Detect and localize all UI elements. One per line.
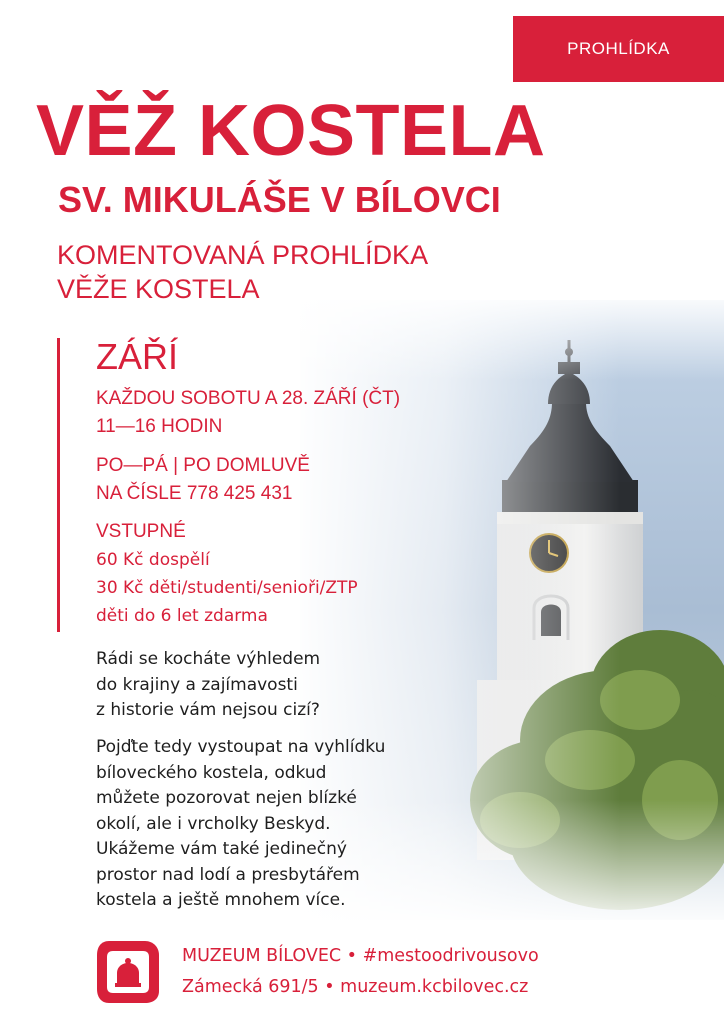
schedule-line: PO—PÁ | PO DOMLUVĚ xyxy=(96,455,310,476)
admission-info xyxy=(96,518,358,630)
paragraph-line: můžete pozorovat nejen blízké xyxy=(96,788,357,808)
event-dates xyxy=(96,385,400,441)
museum-logo-icon xyxy=(95,939,161,1005)
paragraph-line: bíloveckého kostela, odkud xyxy=(96,762,327,783)
phone-line: NA ČÍSLE 778 425 431 xyxy=(96,483,293,504)
poster-title: VĚŽ KOSTELA xyxy=(36,91,546,171)
weekday-info xyxy=(96,452,310,508)
footer-line: MUZEUM BÍLOVEC • #mestoodrivousovo xyxy=(182,946,539,966)
category-tag: PROHLÍDKA xyxy=(513,16,724,82)
footer-line: Zámecká 691/5 • muzeum.kcbilovec.cz xyxy=(182,977,529,997)
intro-paragraph xyxy=(96,647,320,724)
poster-subtitle: SV. MIKULÁŠE V BÍLOVCI xyxy=(58,179,501,220)
schedule-line: 11—16 HODIN xyxy=(96,416,223,437)
admission-label: VSTUPNÉ xyxy=(96,521,186,542)
schedule-line: KAŽDOU SOBOTU A 28. ZÁŘÍ (ČT) xyxy=(96,388,401,409)
price-line: děti do 6 let zdarma xyxy=(96,606,268,626)
price-line: 30 Kč děti/studenti/senioři/ZTP xyxy=(96,578,358,598)
body-paragraph xyxy=(96,735,385,914)
lead-line: VĚŽE KOSTELA xyxy=(57,274,260,304)
paragraph-line: do krajiny a zajímavosti xyxy=(96,674,298,695)
paragraph-line: prostor nad lodí a presbytářem xyxy=(96,864,360,885)
footer-contact xyxy=(182,941,539,1003)
accent-divider xyxy=(57,338,60,632)
lead-line: KOMENTOVANÁ PROHLÍDKA xyxy=(57,240,429,270)
paragraph-line: Pojďte tedy vystoupat na vyhlídku xyxy=(96,737,386,757)
paragraph-line: Rádi se kocháte výhledem xyxy=(96,649,321,669)
lead-text xyxy=(57,238,428,306)
paragraph-line: Ukážeme vám také jedinečný xyxy=(96,839,347,859)
price-line: 60 Kč dospělí xyxy=(96,550,210,570)
paragraph-line: z historie vám nejsou cizí? xyxy=(96,700,320,720)
event-month: ZÁŘÍ xyxy=(96,336,179,377)
paragraph-line: okolí, ale i vrcholky Beskyd. xyxy=(96,813,331,834)
paragraph-line: kostela a ještě mnohem více. xyxy=(96,890,346,910)
